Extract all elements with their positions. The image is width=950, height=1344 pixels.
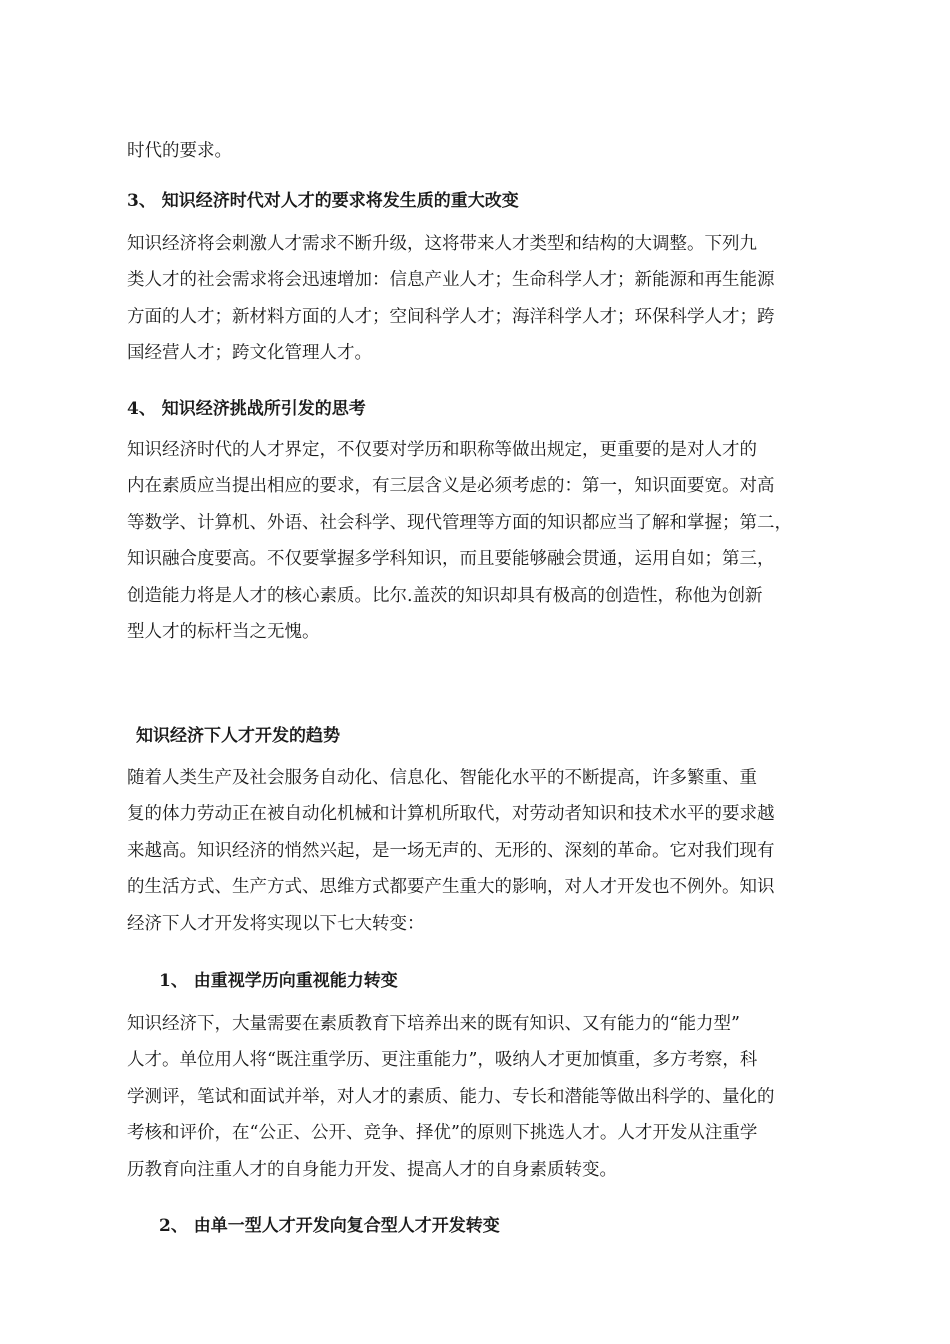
- text-line: 知识融合度要高。不仅要掌握多学科知识，而且要能够融会贯通，运用自如；第三，: [127, 549, 775, 570]
- paragraph-intro-tail: [127, 133, 842, 169]
- paragraph-ability-focus: [127, 1006, 842, 1188]
- text-line: 等数学、计算机、外语、社会科学、现代管理等方面的知识都应当了解和掌握；第二，: [127, 512, 792, 533]
- text-line: 来越高。知识经济的悄然兴起，是一场无声的、无形的、深刻的革命。它对我们现有: [127, 840, 775, 861]
- paragraph-talent-definition: [127, 432, 842, 650]
- section-title: 知识经济下人才开发的趋势: [136, 726, 340, 746]
- subheading-shift-2: 2、 由单一型人才开发向复合型人才开发转变: [159, 1216, 500, 1236]
- text-line: 复的体力劳动正在被自动化机械和计算机所取代，对劳动者知识和技术水平的要求越: [127, 804, 775, 825]
- text-line: 随着人类生产及社会服务自动化、信息化、智能化水平的不断提高，许多繁重、重: [127, 768, 757, 788]
- text-line: 型人才的标杆当之无愧。: [127, 621, 320, 642]
- heading-point-3: 3、 知识经济时代对人才的要求将发生质的重大改变: [127, 191, 519, 211]
- text-line: 经济下人才开发将实现以下七大转变：: [127, 913, 425, 934]
- text-line: 考核和评价，在“公正、公开、竞争、择优”的原则下挑选人才。人才开发从注重学: [127, 1123, 758, 1144]
- text-line: 知识经济下，大量需要在素质教育下培养出来的既有知识、又有能力的“能力型”: [127, 1014, 740, 1034]
- text-line: 历教育向注重人才的自身能力开发、提高人才的自身素质转变。: [127, 1159, 617, 1180]
- text-line: 的生活方式、生产方式、思维方式都要产生重大的影响，对人才开发也不例外。知识: [127, 877, 775, 898]
- text-line: 学测评，笔试和面试并举，对人才的素质、能力、专长和潜能等做出科学的、量化的: [127, 1086, 775, 1107]
- heading-point-4: 4、 知识经济挑战所引发的思考: [127, 399, 366, 419]
- text-line: 知识经济时代的人才界定，不仅要对学历和职称等做出规定，更重要的是对人才的: [127, 440, 757, 460]
- paragraph-talent-demand: [127, 226, 842, 372]
- text-line: 方面的人才；新材料方面的人才；空间科学人才；海洋科学人才；环保科学人才；跨: [127, 306, 775, 327]
- text-line: 时代的要求。: [127, 141, 232, 161]
- subheading-shift-1: 1、 由重视学历向重视能力转变: [159, 971, 398, 991]
- text-line: 国经营人才；跨文化管理人才。: [127, 343, 372, 364]
- text-line: 人才。单位用人将“既注重学历、更注重能力”，吸纳人才更加慎重，多方考察，科: [127, 1050, 758, 1071]
- text-line: 知识经济将会刺激人才需求不断升级，这将带来人才类型和结构的大调整。下列九: [127, 234, 757, 254]
- text-line: 创造能力将是人才的核心素质。比尔.盖茨的知识却具有极高的创造性，称他为创新: [127, 585, 763, 606]
- text-line: 类人才的社会需求将会迅速增加：信息产业人才；生命科学人才；新能源和再生能源: [127, 270, 775, 291]
- paragraph-trend-intro: [127, 760, 842, 942]
- text-line: 内在素质应当提出相应的要求，有三层含义是必须考虑的：第一，知识面要宽。对高: [127, 476, 775, 497]
